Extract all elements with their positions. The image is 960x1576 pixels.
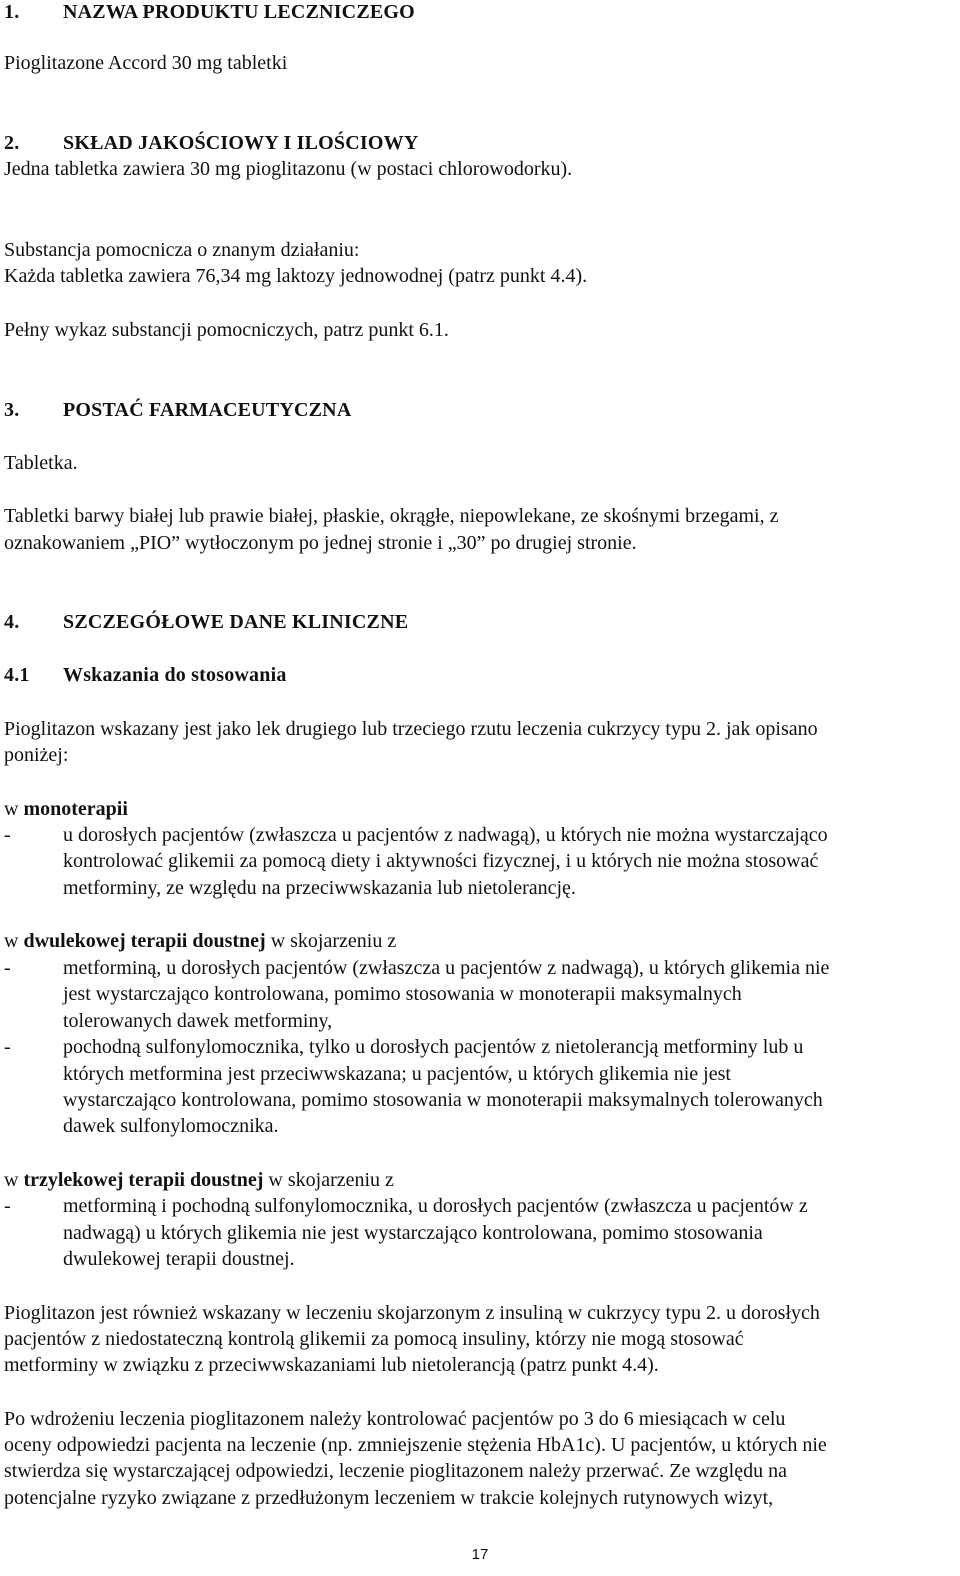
paragraph: poniżej: bbox=[4, 744, 69, 766]
subsection-title: Wskazania do stosowania bbox=[63, 664, 287, 686]
list-item: dwulekowej terapii doustnej. bbox=[63, 1248, 295, 1270]
section-heading-4: 4. SZCZEGÓŁOWE DANE KLINICZNE bbox=[4, 611, 409, 633]
paragraph: Po wdrożeniu leczenia pioglitazonem należy kontrolować pacjentów po 3 do 6 miesiącach w celu bbox=[4, 1408, 786, 1430]
paragraph: Pełny wykaz substancji pomocniczych, patrz punkt 6.1. bbox=[4, 319, 449, 341]
list-heading-dual-therapy: w dwulekowej terapii doustnej w skojarzeniu z bbox=[4, 930, 397, 952]
paragraph: oznakowaniem „PIO” wytłoczonym po jednej stronie i „30” po drugiej stronie. bbox=[4, 532, 637, 554]
paragraph: Tabletka. bbox=[4, 452, 78, 474]
page-number: 17 bbox=[471, 1546, 489, 1563]
list-item: nadwagą) u których glikemia nie jest wystarczająco kontrolowana, pomimo stosowania bbox=[63, 1222, 763, 1244]
paragraph: potencjalne ryzyko związane z przedłużonym leczeniem w trakcie kolejnych rutynowych wizyt, bbox=[4, 1487, 774, 1509]
paragraph: Jedna tabletka zawiera 30 mg pioglitazonu (w postaci chlorowodorku). bbox=[4, 158, 573, 180]
list-bullet: - bbox=[4, 824, 11, 846]
list-bullet: - bbox=[4, 957, 11, 979]
paragraph: Pioglitazon wskazany jest jako lek drugiego lub trzeciego rzutu leczenia cukrzycy typu 2. jak opisano bbox=[4, 718, 818, 740]
section-title: SKŁAD JAKOŚCIOWY I ILOŚCIOWY bbox=[63, 132, 419, 154]
list-heading-monotherapy: w monoterapii bbox=[4, 798, 128, 820]
section-heading-2: 2. SKŁAD JAKOŚCIOWY I ILOŚCIOWY bbox=[4, 132, 419, 154]
paragraph: Każda tabletka zawiera 76,34 mg laktozy jednowodnej (patrz punkt 4.4). bbox=[4, 265, 588, 287]
list-item: pochodną sulfonylomocznika, tylko u dorosłych pacjentów z nietolerancją metforminy lub u bbox=[63, 1036, 804, 1058]
list-item: metforminą, u dorosłych pacjentów (zwłaszcza u pacjentów z nadwagą), u których glikemia nie bbox=[63, 957, 830, 979]
paragraph: Pioglitazon jest również wskazany w leczeniu skojarzonym z insuliną w cukrzycy typu 2. u dorosłych bbox=[4, 1302, 820, 1324]
paragraph: pacjentów z niedostateczną kontrolą glikemii za pomocą insuliny, którzy nie mogą stosować bbox=[4, 1328, 744, 1350]
paragraph: Substancja pomocnicza o znanym działaniu: bbox=[4, 239, 360, 261]
section-title: NAZWA PRODUKTU LECZNICZEGO bbox=[63, 1, 415, 23]
list-item: kontrolować glikemii za pomocą diety i aktywności fizycznej, i u których nie można stosować bbox=[63, 850, 819, 872]
list-item: wystarczająco kontrolowana, pomimo stosowania w monoterapii maksymalnych tolerowanych bbox=[63, 1089, 823, 1111]
list-bullet: - bbox=[4, 1036, 11, 1058]
list-bullet: - bbox=[4, 1195, 11, 1217]
paragraph: stwierdza się wystarczającej odpowiedzi, leczenie pioglitazonem należy przerwać. Ze względu na bbox=[4, 1460, 787, 1482]
list-item: metforminą i pochodną sulfonylomocznika, u dorosłych pacjentów (zwłaszcza u pacjentów z bbox=[63, 1195, 808, 1217]
subsection-heading-4-1: 4.1 Wskazania do stosowania bbox=[4, 664, 287, 686]
section-title: POSTAĆ FARMACEUTYCZNA bbox=[63, 399, 352, 421]
section-heading-3: 3. POSTAĆ FARMACEUTYCZNA bbox=[4, 399, 352, 421]
paragraph: Tabletki barwy białej lub prawie białej, płaskie, okrągłe, niepowlekane, ze skośnymi brzegami, z bbox=[4, 505, 779, 527]
section-heading-1: 1. NAZWA PRODUKTU LECZNICZEGO bbox=[4, 1, 415, 23]
list-item: dawek sulfonylomocznika. bbox=[63, 1115, 279, 1137]
paragraph: metforminy w związku z przeciwwskazaniami lub nietolerancją (patrz punkt 4.4). bbox=[4, 1354, 659, 1376]
list-item: których metformina jest przeciwwskazana; u pacjentów, u których glikemia nie jest bbox=[63, 1063, 731, 1085]
list-item: jest wystarczająco kontrolowana, pomimo stosowania w monoterapii maksymalnych bbox=[63, 983, 742, 1005]
list-item: tolerowanych dawek metforminy, bbox=[63, 1010, 333, 1032]
product-name: Pioglitazone Accord 30 mg tabletki bbox=[4, 52, 288, 74]
list-heading-triple-therapy: w trzylekowej terapii doustnej w skojarzeniu z bbox=[4, 1169, 394, 1191]
section-title: SZCZEGÓŁOWE DANE KLINICZNE bbox=[63, 611, 409, 633]
paragraph: oceny odpowiedzi pacjenta na leczenie (np. zmniejszenie stężenia HbA1c). U pacjentów, u których nie bbox=[4, 1434, 827, 1456]
list-item: metforminy, ze względu na przeciwwskazania lub nietolerancję. bbox=[63, 877, 576, 899]
list-item: u dorosłych pacjentów (zwłaszcza u pacjentów z nadwagą), u których nie można wystarczająco bbox=[63, 824, 828, 846]
